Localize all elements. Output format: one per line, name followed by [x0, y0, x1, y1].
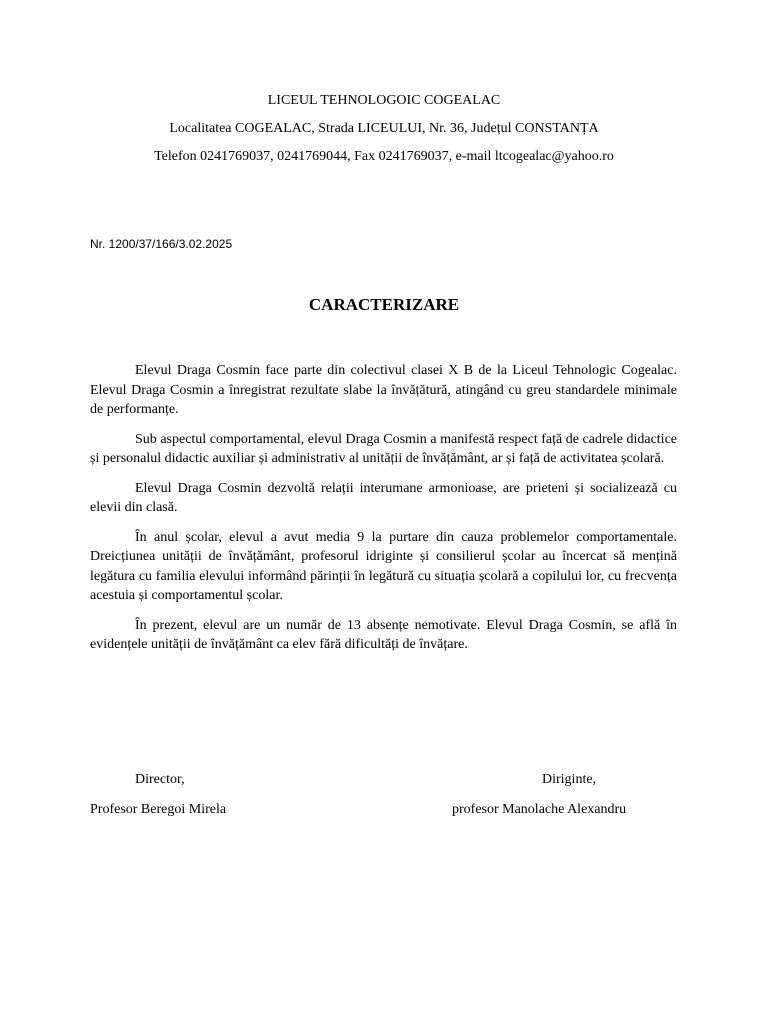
paragraph: În anul școlar, elevul a avut media 9 la purtare din cauza problemelor comportamentale. Dreicțiunea unității de învățământ, profesorul idriginte și consilierul școlar au încercat să mențină legătura cu familia elevului informând părinții în legătură cu situația școlară a copilului lor, cu frecvența acestuia și comportamentul școlar.	[90, 529, 677, 603]
diriginte-name: profesor Manolache Alexandru	[452, 802, 627, 817]
paragraph: Elevul Draga Cosmin dezvoltă relații interumane armonioase, are prieteni și socializează cu elevii din clasă.	[90, 480, 677, 515]
paragraph: Sub aspectul comportamental, elevul Draga Cosmin a manifestă respect față de cadrele didactice și personalul didactic auxiliar și administrativ al unității de învățământ, ar și față de activitatea școlară.	[90, 431, 677, 466]
director-title: Director,	[135, 772, 185, 787]
institution-name: LICEUL TEHNOLOGOIC COGEALAC	[267, 93, 501, 108]
document-title: CARACTERIZARE	[308, 295, 460, 314]
institution-address: Localitatea COGEALAC, Strada LICEULUI, Nr. 36, Județul CONSTANȚA	[169, 121, 599, 136]
registration-number: Nr. 1200/37/166/3.02.2025	[90, 237, 233, 251]
diriginte-title: Diriginte,	[542, 772, 597, 787]
paragraph: Elevul Draga Cosmin face parte din colectivul clasei X B de la Liceul Tehnologic Cogealac. Elevul Draga Cosmin a înregistrat rezultate slabe la învățătură, atingând cu greu standardele minimale de performanțe.	[90, 363, 677, 417]
paragraph: În prezent, elevul are un număr de 13 absențe nemotivate. Elevul Draga Cosmin, se află în evidențele unității de învățământ ca elev fără dificultăți de învățare.	[90, 617, 677, 652]
document-body	[90, 361, 677, 665]
institution-contact: Telefon 0241769037, 0241769044, Fax 0241769037, e-mail ltcogealac@yahoo.ro	[154, 149, 614, 164]
director-name: Profesor Beregoi Mirela	[90, 802, 227, 817]
